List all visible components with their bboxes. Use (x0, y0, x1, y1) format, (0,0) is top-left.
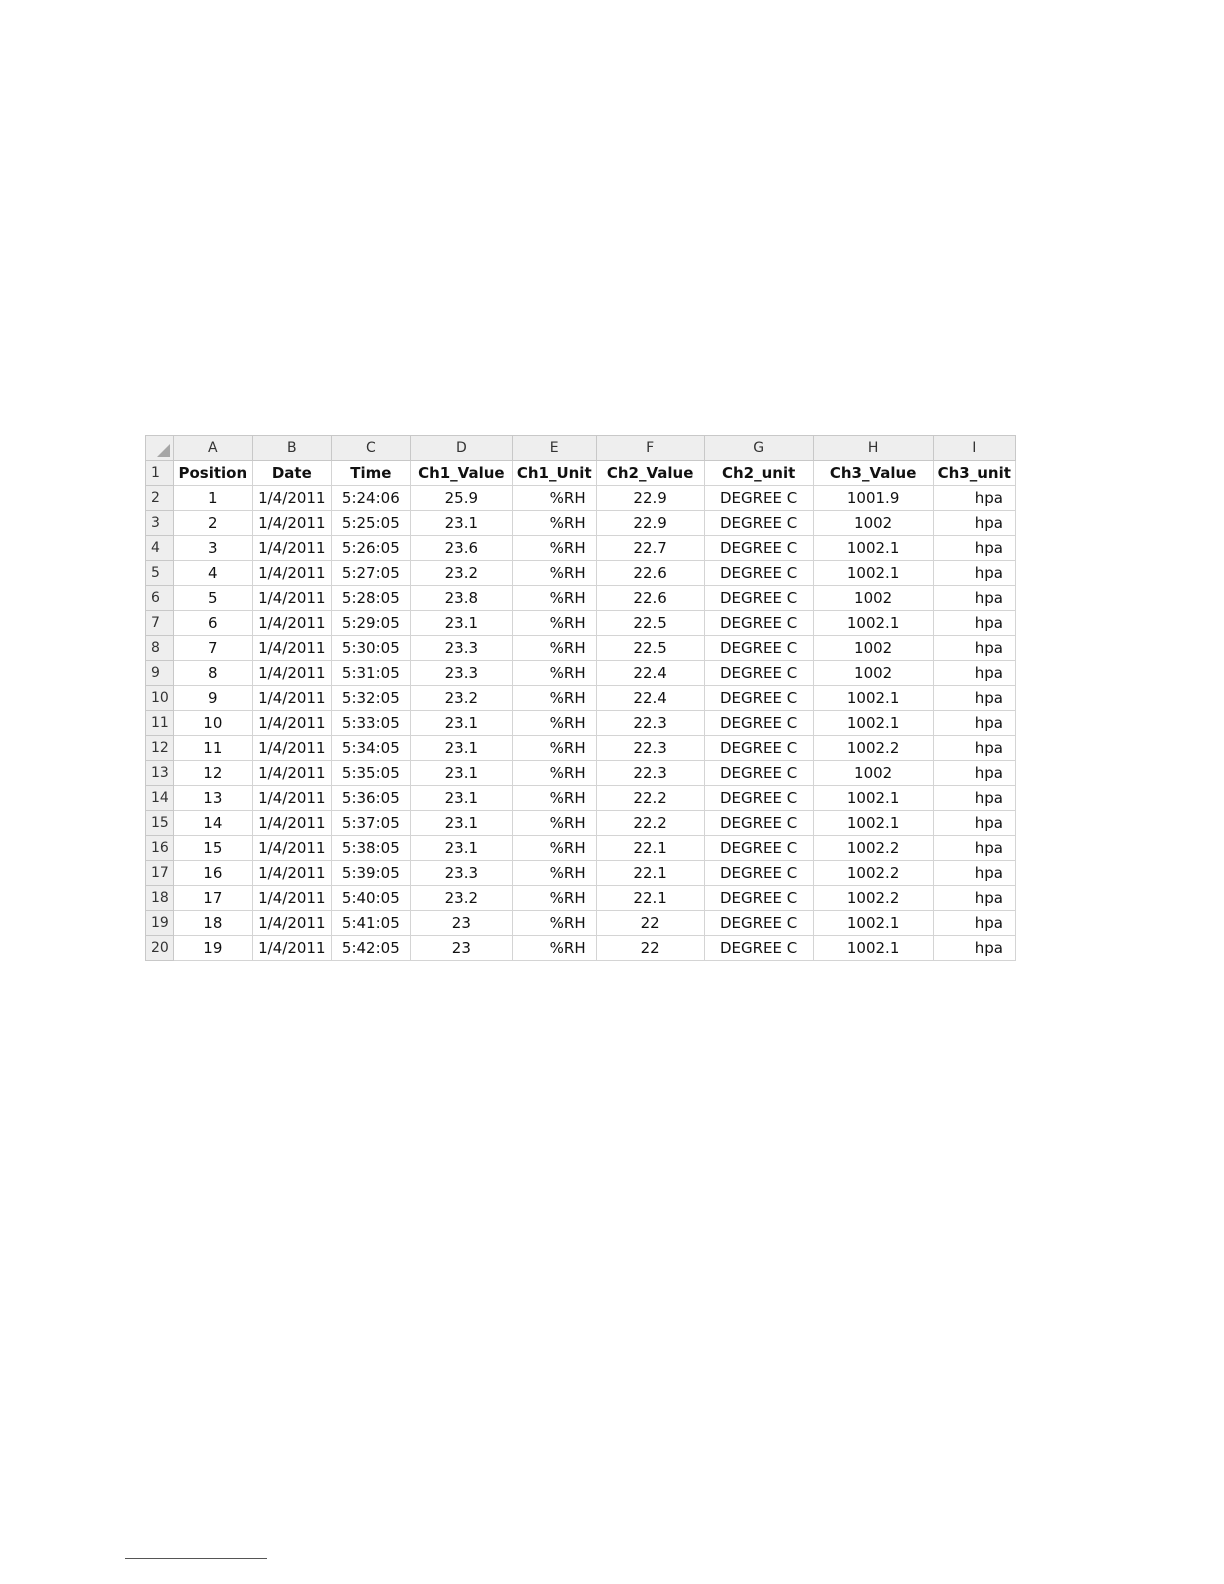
row-header[interactable]: 9 (146, 661, 174, 686)
cell-ch2-unit[interactable]: DEGREE C (704, 811, 813, 836)
row-header[interactable]: 18 (146, 886, 174, 911)
header-cell-time[interactable]: Time (331, 461, 410, 486)
cell-ch2-unit[interactable]: DEGREE C (704, 536, 813, 561)
cell-ch2-unit[interactable]: DEGREE C (704, 836, 813, 861)
table-row (146, 686, 1016, 711)
row-header[interactable]: 11 (146, 711, 174, 736)
row-header[interactable]: 14 (146, 786, 174, 811)
header-cell-ch3-unit[interactable]: Ch3_unit (933, 461, 1015, 486)
row-header[interactable]: 13 (146, 761, 174, 786)
cell-date[interactable]: 1/4/2011 (252, 711, 331, 736)
cell-position[interactable]: 18 (173, 911, 252, 936)
cell-ch2-value[interactable]: 22.4 (596, 686, 704, 711)
cell-ch2-unit[interactable]: DEGREE C (704, 736, 813, 761)
header-cell-ch3-value[interactable]: Ch3_Value (813, 461, 933, 486)
cell-ch3-unit[interactable]: hpa (933, 486, 1015, 511)
cell-ch3-value[interactable]: 1002.1 (813, 686, 933, 711)
cell-ch1-unit[interactable]: %RH (512, 486, 596, 511)
cell-ch1-value[interactable]: 23.2 (410, 886, 512, 911)
cell-time[interactable]: 5:40:05 (331, 886, 410, 911)
cell-ch3-value[interactable]: 1002.1 (813, 786, 933, 811)
cell-ch3-value[interactable]: 1002.1 (813, 536, 933, 561)
table-row (146, 561, 1016, 586)
cell-time[interactable]: 5:24:06 (331, 486, 410, 511)
cell-ch1-unit[interactable]: %RH (512, 536, 596, 561)
row-header[interactable]: 20 (146, 936, 174, 961)
cell-ch2-unit[interactable]: DEGREE C (704, 886, 813, 911)
cell-position[interactable]: 1 (173, 486, 252, 511)
cell-date[interactable]: 1/4/2011 (252, 511, 331, 536)
cell-ch2-value[interactable]: 22 (596, 911, 704, 936)
cell-ch1-unit[interactable]: %RH (512, 761, 596, 786)
table-row (146, 636, 1016, 661)
cell-ch2-value[interactable]: 22.1 (596, 861, 704, 886)
column-header-i[interactable]: I (933, 436, 1015, 461)
table-row (146, 761, 1016, 786)
cell-time[interactable]: 5:29:05 (331, 611, 410, 636)
cell-ch3-unit[interactable]: hpa (933, 686, 1015, 711)
cell-ch3-value[interactable]: 1002.2 (813, 736, 933, 761)
cell-ch1-unit[interactable]: %RH (512, 686, 596, 711)
cell-ch1-value[interactable]: 23.3 (410, 636, 512, 661)
cell-date[interactable]: 1/4/2011 (252, 661, 331, 686)
row-header[interactable]: 6 (146, 586, 174, 611)
table-row (146, 511, 1016, 536)
cell-date[interactable]: 1/4/2011 (252, 836, 331, 861)
cell-date[interactable]: 1/4/2011 (252, 561, 331, 586)
cell-ch2-unit[interactable]: DEGREE C (704, 561, 813, 586)
cell-ch1-value[interactable]: 23.1 (410, 711, 512, 736)
cell-date[interactable]: 1/4/2011 (252, 911, 331, 936)
header-cell-ch1-unit[interactable]: Ch1_Unit (512, 461, 596, 486)
table-row (146, 711, 1016, 736)
header-cell-position[interactable]: Position (173, 461, 252, 486)
row-header[interactable]: 8 (146, 636, 174, 661)
cell-ch2-value[interactable]: 22.1 (596, 886, 704, 911)
cell-ch1-value[interactable]: 23 (410, 936, 512, 961)
cell-ch3-unit[interactable]: hpa (933, 536, 1015, 561)
cell-date[interactable]: 1/4/2011 (252, 936, 331, 961)
table-row (146, 811, 1016, 836)
cell-ch3-unit[interactable]: hpa (933, 711, 1015, 736)
table-row (146, 861, 1016, 886)
cell-ch2-unit[interactable]: DEGREE C (704, 761, 813, 786)
cell-ch2-unit[interactable]: DEGREE C (704, 786, 813, 811)
cell-date[interactable]: 1/4/2011 (252, 761, 331, 786)
row-header[interactable]: 2 (146, 486, 174, 511)
cell-ch3-value[interactable]: 1002.1 (813, 561, 933, 586)
cell-date[interactable]: 1/4/2011 (252, 736, 331, 761)
cell-ch2-value[interactable]: 22.5 (596, 611, 704, 636)
cell-ch2-value[interactable]: 22.3 (596, 711, 704, 736)
table-row (146, 736, 1016, 761)
cell-ch1-value[interactable]: 23.6 (410, 536, 512, 561)
cell-ch3-unit[interactable]: hpa (933, 861, 1015, 886)
cell-ch1-unit[interactable]: %RH (512, 861, 596, 886)
cell-ch3-unit[interactable]: hpa (933, 561, 1015, 586)
header-cell-ch2-unit[interactable]: Ch2_unit (704, 461, 813, 486)
cell-time[interactable]: 5:37:05 (331, 811, 410, 836)
row-header[interactable]: 16 (146, 836, 174, 861)
cell-ch3-value[interactable]: 1002 (813, 661, 933, 686)
cell-position[interactable]: 19 (173, 936, 252, 961)
cell-ch1-value[interactable]: 23.1 (410, 761, 512, 786)
column-header-e[interactable]: E (512, 436, 596, 461)
table-row (146, 586, 1016, 611)
table-row (146, 886, 1016, 911)
cell-ch3-unit[interactable]: hpa (933, 661, 1015, 686)
cell-ch1-unit[interactable]: %RH (512, 836, 596, 861)
cell-ch2-unit[interactable]: DEGREE C (704, 661, 813, 686)
cell-ch2-value[interactable]: 22.5 (596, 636, 704, 661)
cell-position[interactable]: 9 (173, 686, 252, 711)
cell-ch3-unit[interactable]: hpa (933, 836, 1015, 861)
cell-ch3-value[interactable]: 1002.1 (813, 811, 933, 836)
header-cell-ch1-value[interactable]: Ch1_Value (410, 461, 512, 486)
cell-ch1-unit[interactable]: %RH (512, 661, 596, 686)
cell-ch3-value[interactable]: 1002.1 (813, 911, 933, 936)
cell-date[interactable]: 1/4/2011 (252, 786, 331, 811)
row-header[interactable]: 3 (146, 511, 174, 536)
cell-ch3-unit[interactable]: hpa (933, 736, 1015, 761)
cell-ch2-value[interactable]: 22.4 (596, 661, 704, 686)
cell-ch3-unit[interactable]: hpa (933, 636, 1015, 661)
cell-ch2-unit[interactable]: DEGREE C (704, 686, 813, 711)
cell-ch3-unit[interactable]: hpa (933, 811, 1015, 836)
cell-ch1-value[interactable]: 23.8 (410, 586, 512, 611)
cell-ch1-unit[interactable]: %RH (512, 586, 596, 611)
row-header[interactable]: 4 (146, 536, 174, 561)
cell-time[interactable]: 5:27:05 (331, 561, 410, 586)
cell-ch3-unit[interactable]: hpa (933, 911, 1015, 936)
cell-ch1-value[interactable]: 23.2 (410, 561, 512, 586)
cell-time[interactable]: 5:32:05 (331, 686, 410, 711)
cell-ch2-value[interactable]: 22.9 (596, 511, 704, 536)
cell-time[interactable]: 5:28:05 (331, 586, 410, 611)
cell-ch2-value[interactable]: 22.2 (596, 811, 704, 836)
cell-time[interactable]: 5:31:05 (331, 661, 410, 686)
cell-ch1-value[interactable]: 23.3 (410, 661, 512, 686)
table-row (146, 911, 1016, 936)
cell-ch3-value[interactable]: 1002.2 (813, 886, 933, 911)
select-all-triangle-icon (157, 444, 170, 457)
spreadsheet-grid (145, 435, 1016, 961)
column-header-f[interactable]: F (596, 436, 704, 461)
cell-ch3-value[interactable]: 1001.9 (813, 486, 933, 511)
cell-time[interactable]: 5:34:05 (331, 736, 410, 761)
cell-ch3-value[interactable]: 1002.1 (813, 936, 933, 961)
cell-ch1-value[interactable]: 23.1 (410, 836, 512, 861)
table-row (146, 536, 1016, 561)
cell-ch2-unit[interactable]: DEGREE C (704, 711, 813, 736)
cell-ch3-value[interactable]: 1002 (813, 636, 933, 661)
cell-ch3-value[interactable]: 1002 (813, 586, 933, 611)
cell-ch1-unit[interactable]: %RH (512, 911, 596, 936)
table-row (146, 786, 1016, 811)
row-header[interactable]: 15 (146, 811, 174, 836)
cell-ch3-unit[interactable]: hpa (933, 936, 1015, 961)
cell-ch1-unit[interactable]: %RH (512, 511, 596, 536)
cell-position[interactable]: 8 (173, 661, 252, 686)
cell-date[interactable]: 1/4/2011 (252, 686, 331, 711)
cell-ch1-value[interactable]: 23 (410, 911, 512, 936)
footnote-separator-line (125, 1558, 267, 1559)
cell-date[interactable]: 1/4/2011 (252, 586, 331, 611)
cell-ch1-unit[interactable]: %RH (512, 636, 596, 661)
cell-date[interactable]: 1/4/2011 (252, 861, 331, 886)
cell-ch3-value[interactable]: 1002.2 (813, 861, 933, 886)
cell-ch2-unit[interactable]: DEGREE C (704, 861, 813, 886)
cell-ch2-value[interactable]: 22.2 (596, 786, 704, 811)
header-cell-ch2-value[interactable]: Ch2_Value (596, 461, 704, 486)
cell-date[interactable]: 1/4/2011 (252, 886, 331, 911)
cell-date[interactable]: 1/4/2011 (252, 611, 331, 636)
cell-ch3-value[interactable]: 1002 (813, 511, 933, 536)
row-header[interactable]: 12 (146, 736, 174, 761)
cell-date[interactable]: 1/4/2011 (252, 536, 331, 561)
cell-ch3-value[interactable]: 1002.1 (813, 711, 933, 736)
cell-ch2-unit[interactable]: DEGREE C (704, 486, 813, 511)
cell-ch2-value[interactable]: 22.7 (596, 536, 704, 561)
table-row (146, 936, 1016, 961)
row-header[interactable]: 19 (146, 911, 174, 936)
cell-ch2-value[interactable]: 22.3 (596, 736, 704, 761)
cell-ch1-value[interactable]: 23.1 (410, 786, 512, 811)
cell-time[interactable]: 5:39:05 (331, 861, 410, 886)
cell-position[interactable]: 11 (173, 736, 252, 761)
cell-position[interactable]: 12 (173, 761, 252, 786)
cell-date[interactable]: 1/4/2011 (252, 811, 331, 836)
cell-time[interactable]: 5:36:05 (331, 786, 410, 811)
row-header[interactable]: 5 (146, 561, 174, 586)
cell-position[interactable]: 17 (173, 886, 252, 911)
cell-time[interactable]: 5:35:05 (331, 761, 410, 786)
column-header-a[interactable]: A (173, 436, 252, 461)
row-header[interactable]: 7 (146, 611, 174, 636)
cell-ch1-value[interactable]: 23.1 (410, 736, 512, 761)
cell-ch2-unit[interactable]: DEGREE C (704, 936, 813, 961)
row-header[interactable]: 17 (146, 861, 174, 886)
header-cell-date[interactable]: Date (252, 461, 331, 486)
column-header-b[interactable]: B (252, 436, 331, 461)
cell-position[interactable]: 2 (173, 511, 252, 536)
column-header-row (146, 436, 1016, 461)
cell-ch3-unit[interactable]: hpa (933, 511, 1015, 536)
cell-ch1-unit[interactable]: %RH (512, 736, 596, 761)
cell-ch2-value[interactable]: 22.3 (596, 761, 704, 786)
cell-time[interactable]: 5:33:05 (331, 711, 410, 736)
row-header[interactable]: 10 (146, 686, 174, 711)
cell-ch2-unit[interactable]: DEGREE C (704, 636, 813, 661)
column-header-h[interactable]: H (813, 436, 933, 461)
cell-ch3-unit[interactable]: hpa (933, 886, 1015, 911)
cell-position[interactable]: 16 (173, 861, 252, 886)
cell-ch1-value[interactable]: 23.2 (410, 686, 512, 711)
cell-time[interactable]: 5:42:05 (331, 936, 410, 961)
table-row (146, 836, 1016, 861)
cell-ch2-value[interactable]: 22.9 (596, 486, 704, 511)
cell-ch1-unit[interactable]: %RH (512, 936, 596, 961)
cell-ch2-unit[interactable]: DEGREE C (704, 611, 813, 636)
cell-ch1-value[interactable]: 23.1 (410, 611, 512, 636)
cell-ch1-value[interactable]: 23.1 (410, 811, 512, 836)
cell-ch3-unit[interactable]: hpa (933, 611, 1015, 636)
cell-position[interactable]: 4 (173, 561, 252, 586)
cell-ch1-value[interactable]: 23.3 (410, 861, 512, 886)
cell-time[interactable]: 5:30:05 (331, 636, 410, 661)
cell-ch1-unit[interactable]: %RH (512, 886, 596, 911)
table-row (146, 611, 1016, 636)
cell-ch3-unit[interactable]: hpa (933, 586, 1015, 611)
select-all-corner[interactable] (146, 436, 174, 461)
cell-ch3-unit[interactable]: hpa (933, 786, 1015, 811)
table-row (146, 486, 1016, 511)
column-header-c[interactable]: C (331, 436, 410, 461)
cell-time[interactable]: 5:25:05 (331, 511, 410, 536)
column-header-g[interactable]: G (704, 436, 813, 461)
table-header-row (146, 461, 1016, 486)
cell-date[interactable]: 1/4/2011 (252, 636, 331, 661)
cell-position[interactable]: 10 (173, 711, 252, 736)
row-header[interactable]: 1 (146, 461, 174, 486)
cell-ch3-value[interactable]: 1002 (813, 761, 933, 786)
cell-time[interactable]: 5:38:05 (331, 836, 410, 861)
cell-date[interactable]: 1/4/2011 (252, 486, 331, 511)
table-row (146, 661, 1016, 686)
cell-ch1-unit[interactable]: %RH (512, 561, 596, 586)
cell-position[interactable]: 13 (173, 786, 252, 811)
cell-position[interactable]: 3 (173, 536, 252, 561)
cell-ch2-value[interactable]: 22.6 (596, 586, 704, 611)
cell-position[interactable]: 15 (173, 836, 252, 861)
cell-time[interactable]: 5:26:05 (331, 536, 410, 561)
cell-ch3-value[interactable]: 1002.2 (813, 836, 933, 861)
cell-ch1-value[interactable]: 23.1 (410, 511, 512, 536)
cell-ch1-unit[interactable]: %RH (512, 611, 596, 636)
cell-position[interactable]: 7 (173, 636, 252, 661)
cell-ch2-unit[interactable]: DEGREE C (704, 586, 813, 611)
cell-ch1-unit[interactable]: %RH (512, 786, 596, 811)
cell-ch1-unit[interactable]: %RH (512, 811, 596, 836)
cell-ch1-unit[interactable]: %RH (512, 711, 596, 736)
cell-ch2-unit[interactable]: DEGREE C (704, 511, 813, 536)
column-header-d[interactable]: D (410, 436, 512, 461)
cell-ch2-unit[interactable]: DEGREE C (704, 911, 813, 936)
cell-position[interactable]: 14 (173, 811, 252, 836)
cell-ch2-value[interactable]: 22.6 (596, 561, 704, 586)
cell-position[interactable]: 5 (173, 586, 252, 611)
cell-time[interactable]: 5:41:05 (331, 911, 410, 936)
cell-ch3-value[interactable]: 1002.1 (813, 611, 933, 636)
cell-position[interactable]: 6 (173, 611, 252, 636)
cell-ch3-unit[interactable]: hpa (933, 761, 1015, 786)
cell-ch2-value[interactable]: 22 (596, 936, 704, 961)
cell-ch2-value[interactable]: 22.1 (596, 836, 704, 861)
cell-ch1-value[interactable]: 25.9 (410, 486, 512, 511)
